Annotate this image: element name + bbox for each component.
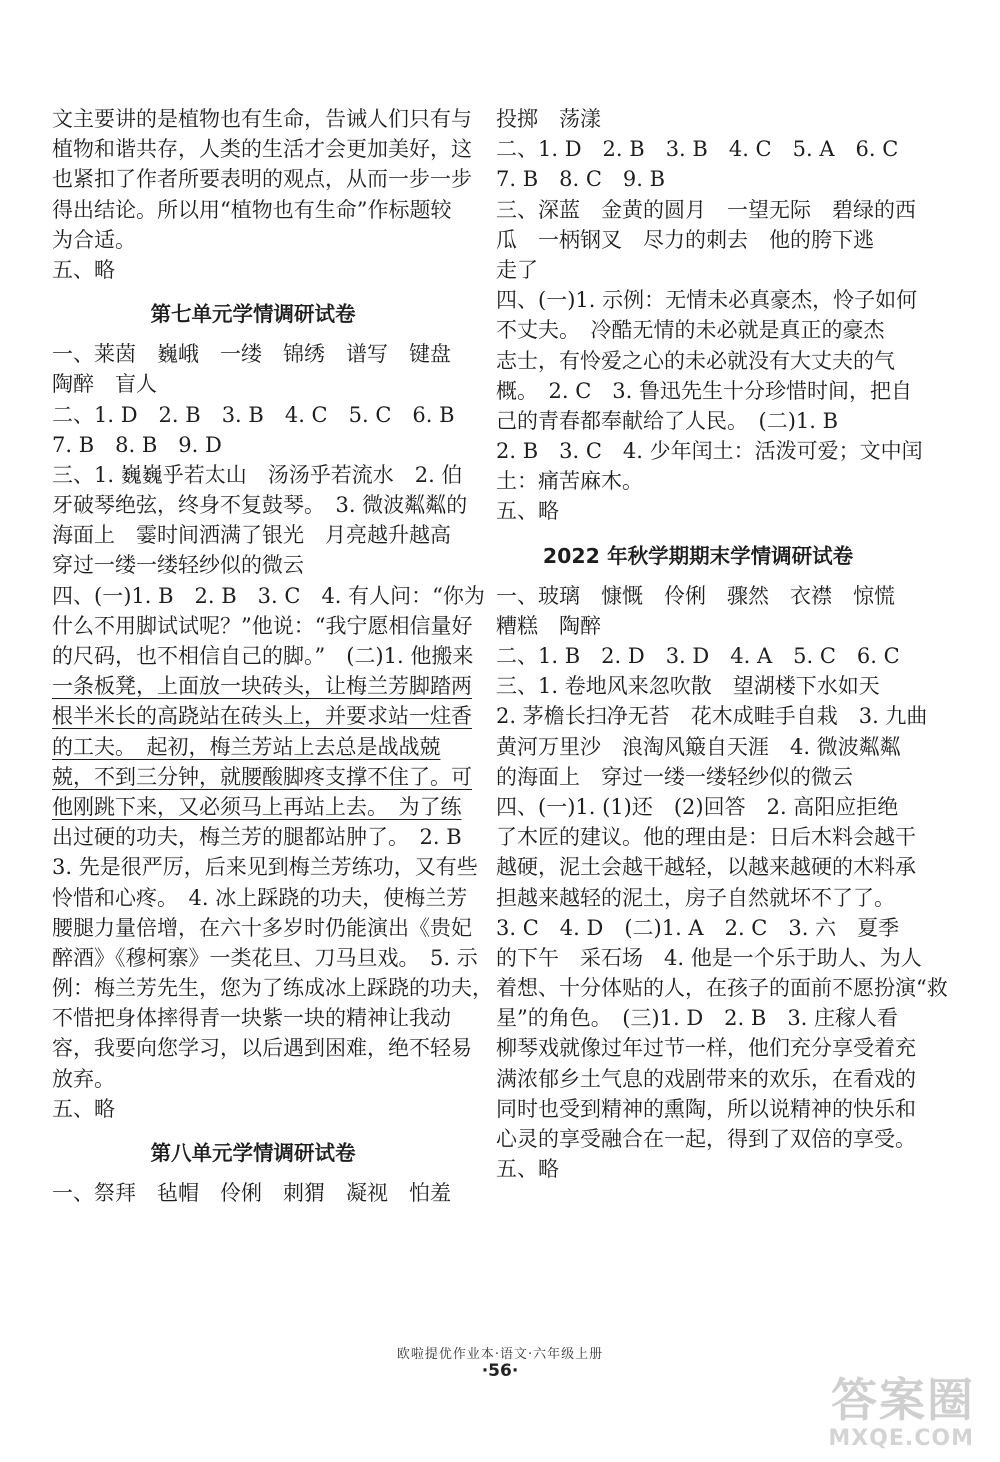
answer-line: 牙破琴绝弦，终身不复鼓琴。 3. 微波粼粼的 — [52, 493, 468, 518]
answer-line: 不惜把身体摔得青一块紫一块的精神让我动 — [52, 1006, 451, 1031]
answer-line: 同时也受到精神的熏陶，所以说精神的快乐和 — [496, 1096, 916, 1121]
answer-line: 根半米长的高跷站在砖头上，并要求站一炷香 — [52, 704, 472, 729]
answer-line: 3. C 4. D (二)1. A 2. C 3. 六 夏季 — [496, 915, 900, 940]
answer-line: 一、玻璃 慷慨 伶俐 骤然 衣襟 惊慌 — [496, 583, 895, 608]
answer-line: 土：痛苦麻木。 — [496, 469, 643, 494]
answer-line: 例：梅兰芳先生，您为了练成冰上踩跷的功夫， — [52, 976, 493, 1001]
answer-line: 志士，有怜爱之心的未必就没有大丈夫的气 — [496, 348, 895, 373]
answer-line: 瓜 一柄钢叉 尽力的刺去 他的胯下逃 — [496, 227, 874, 252]
answer-line: 担越来越轻的泥土，房子自然就坏不了了。 — [496, 885, 895, 910]
footer-book-title: 欧啦提优作业本·语文·六年级上册 — [396, 1347, 604, 1362]
answer-line: 的尺码，也不相信自己的脚。” (二)1. 他搬来 — [52, 644, 474, 668]
answer-line: 满浓郁乡土气息的戏剧带来的欢乐，在看戏的 — [496, 1066, 916, 1091]
answer-line: 四、(一)1. B 2. B 3. C 4. 有人问：“你为 — [52, 583, 485, 608]
answer-line: 得出结论。所以用“植物也有生命”作标题较 — [52, 197, 452, 222]
answer-line: 一、祭拜 毡帽 伶俐 刺猬 凝视 怕羞 — [52, 1181, 451, 1205]
watermark — [828, 1372, 978, 1456]
answer-line: 他刚跳下来，又必须马上再站上去。 为了练 — [52, 794, 462, 819]
answer-line: 投掷 荡漾 — [496, 107, 601, 131]
answer-line: 走了 — [496, 257, 538, 282]
answer-line: 兢，不到三分钟，就腰酸脚疼支撑不住了。可 — [52, 764, 472, 789]
answer-line: 7. B 8. B 9. D — [52, 432, 222, 457]
section-heading: 2022 年秋学期期末学情调研试卷 — [542, 543, 854, 568]
answer-line: 五、略 — [496, 1157, 559, 1182]
answer-line: 己的青春都奉献给了人民。 (二)1. B — [496, 408, 839, 433]
page-number: ·56· — [481, 1361, 519, 1381]
answer-line: 三、1. 卷地风来忽吹散 望湖楼下水如天 — [496, 674, 880, 699]
answer-line: 糟糕 陶醉 — [496, 613, 601, 638]
answer-line: 穿过一缕一缕轻纱似的微云 — [52, 553, 304, 578]
answer-line: 腰腿力量倍增，在六十多岁时仍能演出《贵妃 — [52, 915, 472, 940]
answer-line: 怜惜和心疼。 4. 冰上踩跷的功夫，使梅兰芳 — [52, 885, 468, 910]
answer-line: 二、1. B 2. D 3. D 4. A 5. C 6. C — [496, 644, 900, 668]
answer-line: 什么不用脚试试呢？”他说：“我宁愿相信量好 — [52, 613, 473, 638]
answer-line: 二、1. D 2. B 3. B 4. C 5. C 6. B — [52, 402, 455, 427]
answer-line: 3. 先是很严厉，后来见到梅兰芳练功，又有些 — [52, 855, 478, 880]
watermark-logo: 答案圈 — [831, 1373, 975, 1427]
answer-line: 的下午 采石场 4. 他是一个乐于助人、为人 — [496, 945, 922, 970]
answer-line: 着想、十分体贴的人，在孩子的面前不愿扮演“救 — [496, 976, 948, 1001]
answer-line: 出过硬的功夫，梅兰芳的腿都站肿了。 2. B — [52, 825, 462, 850]
answer-line: 的工夫。 起初，梅兰芳站上去总是战战兢 — [52, 734, 441, 759]
answer-line: 黄河万里沙 浪淘风簸自天涯 4. 微波粼粼 — [496, 734, 901, 759]
answer-line: 文主要讲的是植物也有生命，告诫人们只有与 — [52, 107, 472, 131]
answer-line: 陶醉 盲人 — [52, 372, 157, 397]
answer-line: 2. B 3. C 4. 少年闰土：活泼可爱；文中闰 — [496, 439, 923, 464]
answer-line: 五、略 — [52, 1096, 115, 1121]
answer-line: 海面上 霎时间洒满了银光 月亮越升越高 — [52, 523, 451, 548]
answer-line: 越硬，泥土会越干越轻，以越来越硬的木料承 — [496, 855, 916, 880]
answer-line: 放弃。 — [52, 1066, 115, 1091]
answer-line: 为合适。 — [52, 227, 136, 252]
answer-line: 三、深蓝 金黄的圆月 一望无际 碧绿的西 — [496, 197, 916, 222]
answer-line: 五、略 — [52, 257, 115, 282]
answer-line: 柳琴戏就像过年过节一样，他们充分享受着充 — [496, 1036, 916, 1061]
answer-line: 五、略 — [496, 499, 559, 524]
answer-line: 不丈夫。 冷酷无情的未必就是真正的豪杰 — [496, 318, 885, 343]
answer-line: 7. B 8. C 9. B — [496, 167, 666, 192]
answer-line: 2. 茅檐长扫净无苔 花木成畦手自栽 3. 九曲 — [496, 704, 928, 729]
answer-line: 的海面上 穿过一缕一缕轻纱似的微云 — [496, 764, 853, 789]
right-column — [496, 104, 948, 1184]
answer-line: 了木匠的建议。他的理由是：日后木料会越干 — [496, 825, 916, 850]
watermark-url: MXQE.COM — [828, 1426, 974, 1451]
answer-line: 四、(一)1. (1)还 (2)回答 2. 高阳应拒绝 — [496, 794, 899, 819]
answer-line: 也紧扣了作者所要表明的观点，从而一步一步 — [52, 167, 472, 192]
answer-line: 一、莱茵 巍峨 一缕 锦绣 谱写 键盘 — [52, 342, 451, 367]
section-heading: 第七单元学情调研试卷 — [150, 302, 356, 327]
answer-line: 心灵的享受融合在一起，得到了双倍的享受。 — [496, 1127, 916, 1151]
answer-line: 二、1. D 2. B 3. B 4. C 5. A 6. C — [496, 137, 899, 162]
answer-line: 星”的角色。 (三)1. D 2. B 3. 庄稼人看 — [496, 1006, 899, 1031]
answer-line: 醉酒》《穆柯寨》一类花旦、刀马旦戏。 5. 示 — [52, 945, 478, 970]
answer-line: 植物和谐共存，人类的生活才会更加美好，这 — [52, 137, 472, 162]
answer-line: 四、(一)1. 示例：无情未必真豪杰，怜子如何 — [496, 288, 918, 313]
left-column — [52, 104, 493, 1208]
answer-line: 三、1. 巍巍乎若太山 汤汤乎若流水 2. 伯 — [52, 462, 463, 487]
section-heading: 第八单元学情调研试卷 — [150, 1141, 356, 1165]
answer-line: 一条板凳，上面放一块砖头，让梅兰芳脚踏两 — [52, 674, 472, 699]
answer-line: 容，我要向您学习，以后遇到困难，绝不轻易 — [52, 1036, 472, 1061]
answer-line: 概。 2. C 3. 鲁迅先生十分珍惜时间，把自 — [496, 378, 912, 403]
